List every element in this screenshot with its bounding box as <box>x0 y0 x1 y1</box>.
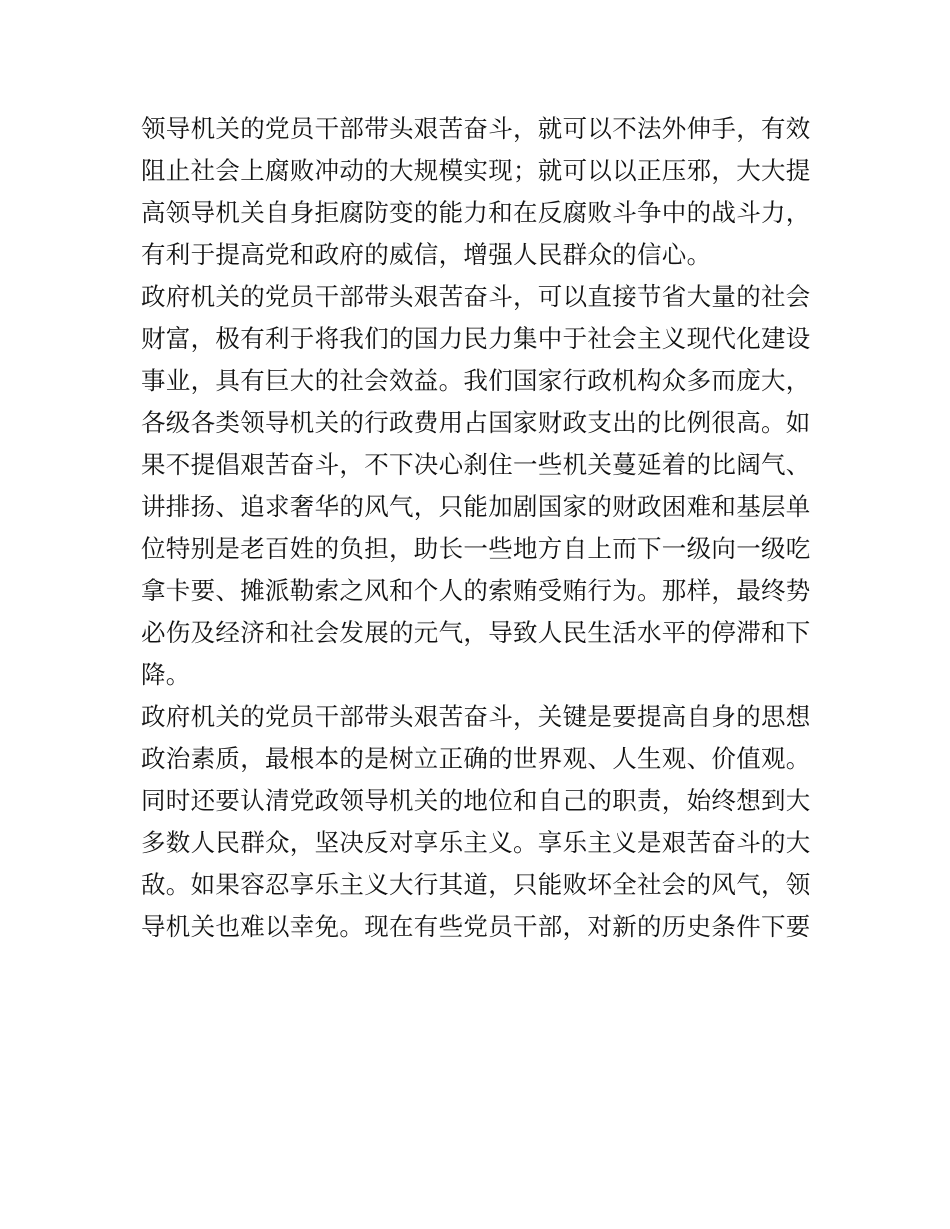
text-line: 政府机关的党员干部带头艰苦奋斗，关键是要提高自身的思想 <box>141 702 811 731</box>
text-line: 高领导机关自身拒腐防变的能力和在反腐败斗争中的战斗力， <box>141 198 811 227</box>
text-line: 同时还要认清党政领导机关的地位和自己的职责，始终想到大 <box>141 786 811 815</box>
text-line: 事业，具有巨大的社会效益。我们国家行政机构众多而庞大， <box>141 366 811 395</box>
text-line: 政治素质，最根本的是树立正确的世界观、人生观、价值观。 <box>141 744 811 773</box>
text-line: 降。 <box>141 660 191 689</box>
text-line: 各级各类领导机关的行政费用占国家财政支出的比例很高。如 <box>141 408 811 437</box>
text-line: 必伤及经济和社会发展的元气，导致人民生活水平的停滞和下 <box>141 618 811 647</box>
text-line: 阻止社会上腐败冲动的大规模实现；就可以以正压邪，大大提 <box>141 156 811 185</box>
text-line: 讲排扬、追求奢华的风气，只能加剧国家的财政困难和基层单 <box>141 492 811 521</box>
text-line: 财富，极有利于将我们的国力民力集中于社会主义现代化建设 <box>141 324 811 353</box>
text-line: 拿卡要、摊派勒索之风和个人的索贿受贿行为。那样，最终势 <box>141 576 811 605</box>
text-line: 果不提倡艰苦奋斗，不下决心刹住一些机关蔓延着的比阔气、 <box>141 450 811 479</box>
text-line: 政府机关的党员干部带头艰苦奋斗，可以直接节省大量的社会 <box>141 282 811 311</box>
text-line: 敌。如果容忍享乐主义大行其道，只能败坏全社会的风气，领 <box>141 870 811 899</box>
text-line: 导机关也难以幸免。现在有些党员干部，对新的历史条件下要 <box>141 912 811 941</box>
body-text <box>141 108 821 948</box>
text-line: 有利于提高党和政府的威信，增强人民群众的信心。 <box>141 240 712 269</box>
text-line: 多数人民群众，坚决反对享乐主义。享乐主义是艰苦奋斗的大 <box>141 828 811 857</box>
text-line: 位特别是老百姓的负担，助长一些地方自上而下一级向一级吃 <box>141 534 811 563</box>
text-line: 领导机关的党员干部带头艰苦奋斗，就可以不法外伸手，有效 <box>141 114 811 143</box>
